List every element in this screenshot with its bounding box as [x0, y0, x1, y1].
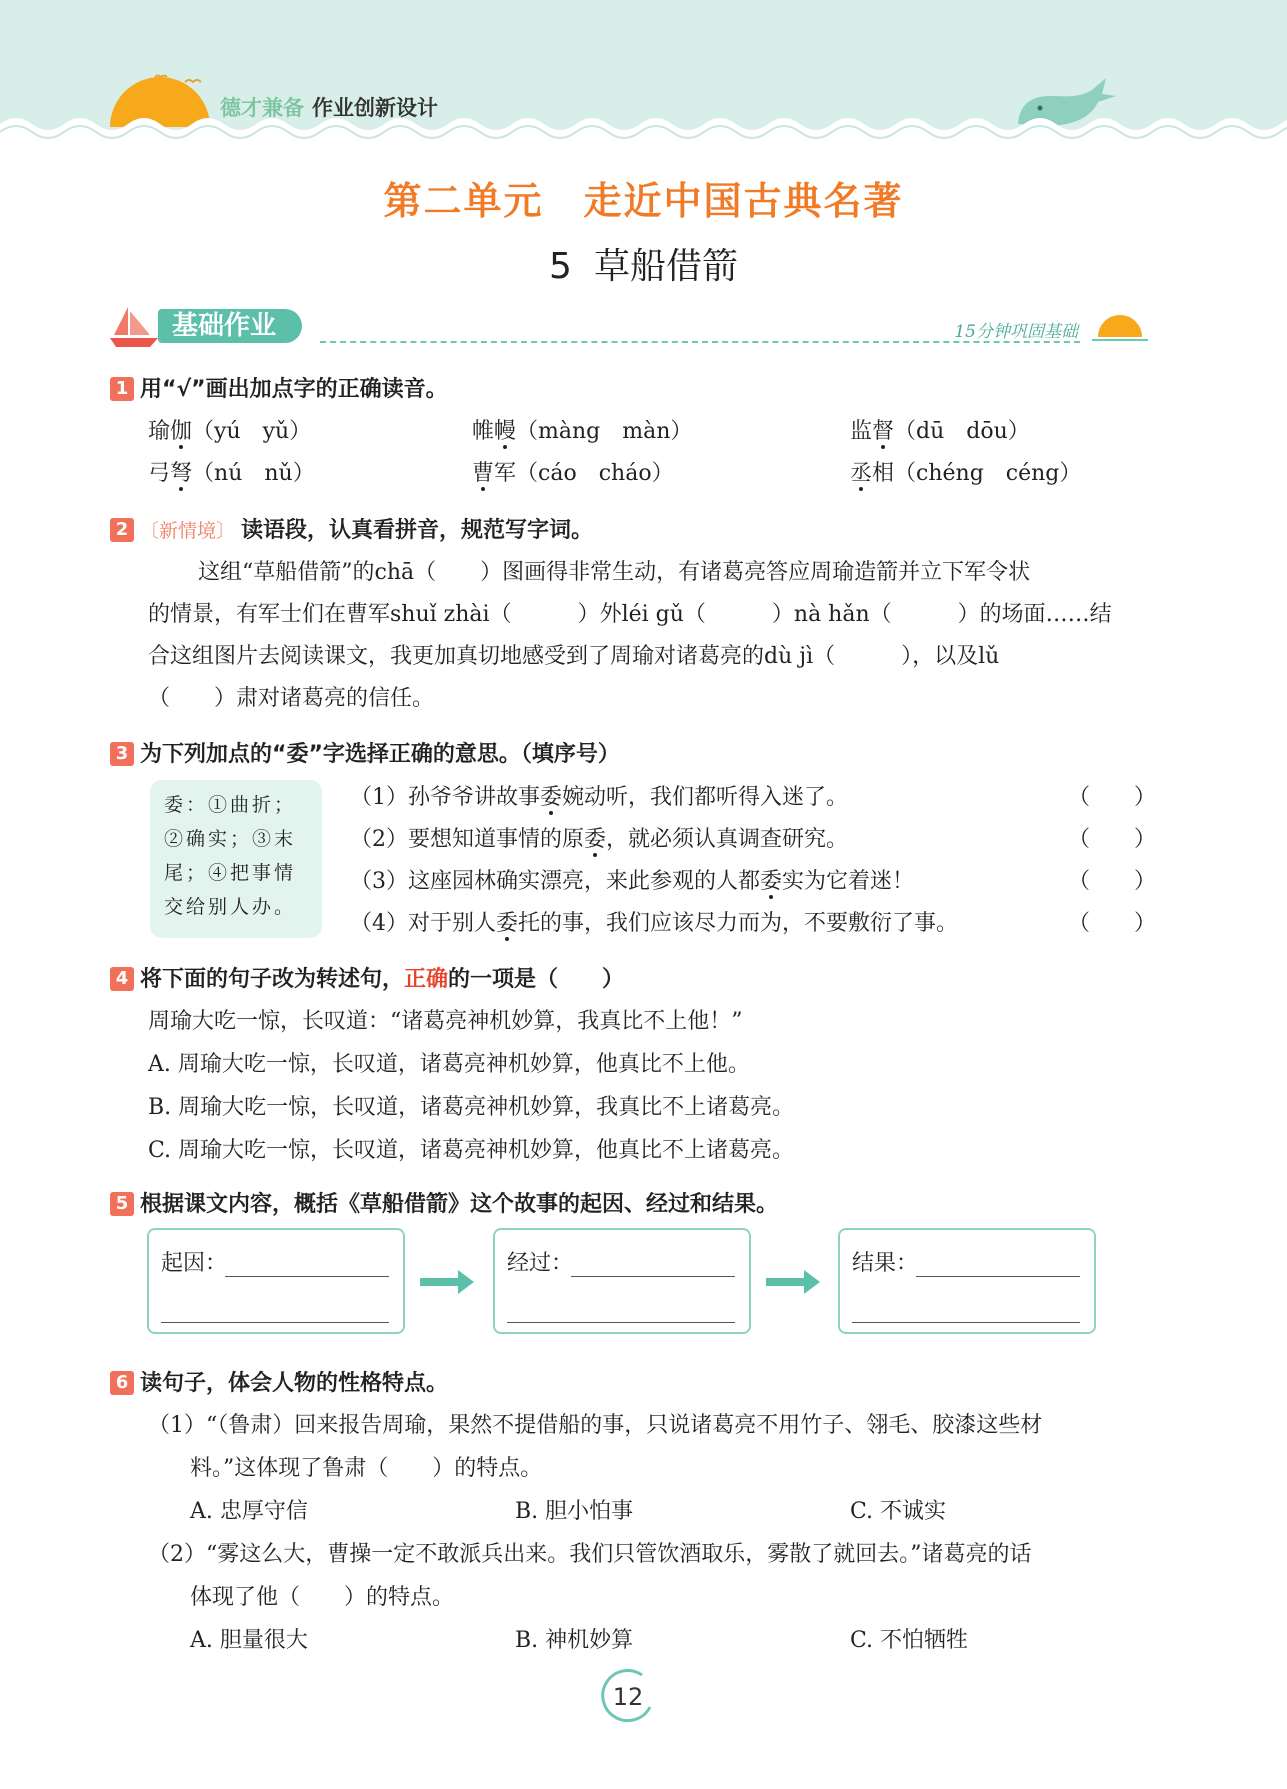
- answer-paren[interactable]: （ ）: [1068, 869, 1157, 894]
- q6-heading: [110, 1366, 448, 1397]
- q1-item: 丞相（chéng céng）: [850, 461, 1082, 486]
- q4-number: 4: [110, 967, 134, 991]
- definition-line: ②确实；③末: [164, 828, 297, 850]
- q4-option[interactable]: B. 周瑜大吃一惊，长叹道，诸葛亮神机妙算，我真比不上诸葛亮。: [148, 1095, 795, 1120]
- arrow-right-icon: [420, 1268, 476, 1296]
- lesson-number: 5: [549, 246, 572, 287]
- result-box[interactable]: 结果：: [838, 1228, 1096, 1334]
- q1-item: 监督（dū dōu）: [850, 419, 1030, 444]
- q6-line: （1）“（鲁肃）回来报告周瑜，果然不提借船的事，只说诸葛亮不用竹子、翎毛、胶漆这些材: [148, 1413, 1043, 1438]
- definition-box: [150, 780, 322, 938]
- q2-tag: 〔新情境〕: [140, 520, 236, 542]
- q6-line: （2）“雾这么大，曹操一定不敢派兵出来。我们只管饮酒取乐，雾散了就回去。”诸葛亮的话: [148, 1542, 1032, 1567]
- q6-option[interactable]: A. 忠厚守信: [190, 1499, 308, 1524]
- unit-subtitle: 走近中国古典名著: [583, 179, 904, 223]
- definition-line: 交给别人办。: [164, 896, 297, 918]
- q6-option[interactable]: C. 不怕牺牲: [850, 1628, 969, 1653]
- section-note: 15分钟巩固基础: [954, 322, 1078, 342]
- q6-option[interactable]: C. 不诚实: [850, 1499, 947, 1524]
- sailboat-icon: [110, 305, 160, 349]
- q4-option[interactable]: A. 周瑜大吃一惊，长叹道，诸葛亮神机妙算，他真比不上他。: [148, 1052, 750, 1077]
- q6-option[interactable]: B. 神机妙算: [515, 1628, 634, 1653]
- unit-title: [0, 170, 1287, 225]
- q5-number: 5: [110, 1192, 134, 1216]
- q2-line: 的情景，有军士们在曹军shuǐ zhài（ ）外léi gǔ（ ）nà hǎn（ ）的场面……结: [148, 602, 1112, 627]
- q6-prompt: 读句子，体会人物的性格特点。: [140, 1371, 449, 1396]
- q4-emphasis: 正确: [404, 967, 449, 992]
- q1-item: 瑜伽（yú yǔ）: [148, 419, 312, 444]
- q6-option[interactable]: A. 胆量很大: [190, 1628, 308, 1653]
- q3-item: （1）孙爷爷讲故事委婉动听，我们都听得入迷了。: [350, 785, 849, 810]
- q3-prompt: 为下列加点的“委”字选择正确的意思。（填序号）: [140, 742, 620, 767]
- page-header: [0, 0, 1287, 150]
- answer-paren[interactable]: （ ）: [1068, 911, 1157, 936]
- lesson-title: [0, 238, 1287, 289]
- q2-line: 这组“草船借箭”的chā（ ）图画得非常生动，有诸葛亮答应周瑜造箭并立下军令状: [198, 560, 1031, 585]
- sun-icon: [1090, 311, 1150, 345]
- process-box[interactable]: 经过：: [493, 1228, 751, 1334]
- q2-heading: [110, 513, 593, 544]
- section-label: 基础作业: [158, 309, 302, 343]
- q4-option[interactable]: C. 周瑜大吃一惊，长叹道，诸葛亮神机妙算，他真比不上诸葛亮。: [148, 1138, 795, 1163]
- unit-number: 第二单元: [383, 179, 544, 223]
- q1-item: 曹军（cáo cháo）: [472, 461, 674, 486]
- q1-item: 弓弩（nú nǔ）: [148, 461, 315, 486]
- q3-item: （2）要想知道事情的原委，就必须认真调查研究。: [350, 827, 849, 852]
- page-number: 12: [612, 1683, 644, 1711]
- q1-heading: [110, 372, 448, 403]
- q5-prompt: 根据课文内容，概括《草船借箭》这个故事的起因、经过和结果。: [140, 1192, 779, 1217]
- q2-line: （ ）肃对诸葛亮的信任。: [148, 686, 435, 711]
- q3-item: （3）这座园林确实漂亮，来此参观的人都委实为它着迷！: [350, 869, 915, 894]
- cause-box[interactable]: 起因：: [147, 1228, 405, 1334]
- q5-heading: [110, 1187, 778, 1218]
- answer-paren[interactable]: （ ）: [1068, 785, 1157, 810]
- q4-heading: 4 将下面的句子改为转述句，正确的一项是（ ）: [110, 962, 624, 993]
- arrow-right-icon: [766, 1268, 822, 1296]
- q1-prompt: 用“√”画出加点字的正确读音。: [140, 377, 448, 402]
- q2-prompt: 读语段，认真看拼音，规范写字词。: [241, 518, 594, 543]
- q3-number: 3: [110, 742, 134, 766]
- q4-sentence: 周瑜大吃一惊，长叹道：“诸葛亮神机妙算，我真比不上他！”: [148, 1009, 743, 1034]
- q1-number: 1: [110, 377, 134, 401]
- definition-line: 尾；④把事情: [164, 862, 297, 884]
- section-bar: [110, 305, 1150, 350]
- q2-number: 2: [110, 518, 134, 542]
- answer-paren[interactable]: （ ）: [1068, 827, 1157, 852]
- lesson-name: 草船借箭: [593, 246, 738, 287]
- q1-item: 帷幔（màng màn）: [472, 419, 693, 444]
- q3-heading: [110, 737, 620, 768]
- q6-number: 6: [110, 1371, 134, 1395]
- q6-line: 体现了他（ ）的特点。: [190, 1585, 455, 1610]
- definition-line: 委：①曲折；: [164, 794, 297, 816]
- brand-dark: 作业创新设计: [312, 96, 438, 120]
- q6-line: 料。”这体现了鲁肃（ ）的特点。: [190, 1456, 543, 1481]
- q2-line: 合这组图片去阅读课文，我更加真切地感受到了周瑜对诸葛亮的dù jì（ ），以及lǔ: [148, 644, 1000, 669]
- brand-green: 德才兼备: [220, 96, 304, 120]
- header-waves: [0, 108, 1287, 150]
- q6-option[interactable]: B. 胆小怕事: [515, 1499, 634, 1524]
- q3-item: （4）对于别人委托的事，我们应该尽力而为，不要敷衍了事。: [350, 911, 959, 936]
